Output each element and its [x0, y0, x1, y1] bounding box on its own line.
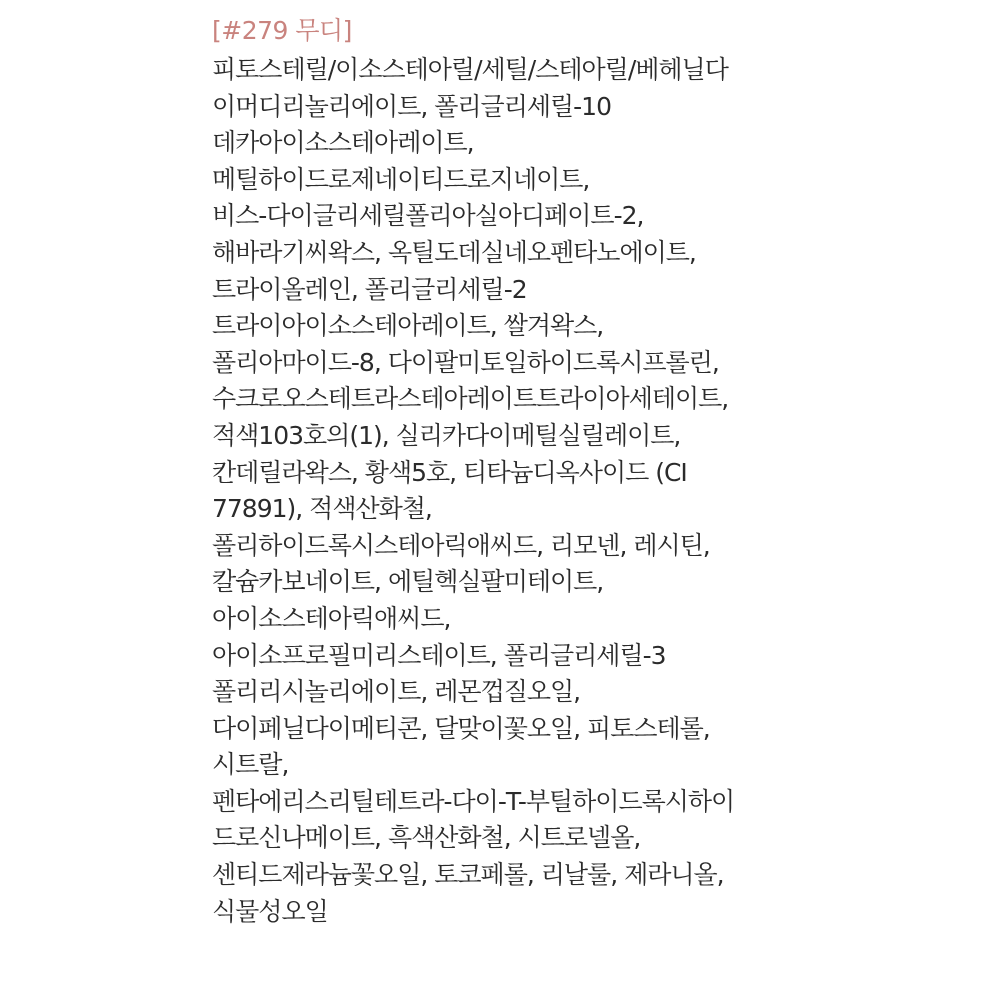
- ingredient-line: 폴리리시놀리에이트, 레몬껍질오일,: [212, 677, 581, 707]
- ingredient-line: 시트랄,: [212, 750, 289, 780]
- ingredient-line: 비스-다이글리세릴폴리아실아디페이트-2,: [212, 201, 644, 231]
- ingredient-line: 피토스테릴/이소스테아릴/세틸/스테아릴/베헤닐다: [212, 55, 728, 84]
- ingredient-line: 칸데릴라왁스, 황색5호, 티타늄디옥사이드 (CI: [212, 457, 687, 487]
- ingredient-line: 메틸하이드로제네이티드로지네이트,: [212, 164, 590, 194]
- ingredient-line: 트라이아이소스테아레이트, 쌀겨왁스,: [212, 311, 604, 341]
- ingredient-line: 드로신나메이트, 흑색산화철, 시트로넬올,: [212, 823, 641, 853]
- ingredient-line: 수크로오스테트라스테아레이트트라이아세테이트,: [212, 384, 729, 414]
- ingredient-line: 이머디리놀리에이트, 폴리글리세릴-10: [212, 91, 611, 121]
- ingredient-line: 트라이올레인, 폴리글리세릴-2: [212, 274, 527, 304]
- ingredient-line: 칼슘카보네이트, 에틸헥실팔미테이트,: [212, 567, 604, 597]
- ingredient-line: 식물성오일: [212, 896, 328, 926]
- ingredient-line: 77891), 적색산화철,: [212, 494, 432, 524]
- ingredient-line: 해바라기씨왁스, 옥틸도데실네오펜타노에이트,: [212, 237, 696, 267]
- ingredient-line: 다이페닐다이메티콘, 달맞이꽃오일, 피토스테롤,: [212, 713, 710, 743]
- ingredient-line: 적색103호의(1), 실리카다이메틸실릴레이트,: [212, 420, 681, 450]
- ingredient-line: 폴리아마이드-8, 다이팔미토일하이드록시프롤린,: [212, 347, 719, 377]
- ingredient-line: 아이소프로필미리스테이트, 폴리글리세릴-3: [212, 640, 666, 670]
- shade-title: [#279 무디]: [212, 16, 352, 45]
- ingredient-block: [212, 10, 992, 930]
- ingredient-line: 폴리하이드록시스테아릭애씨드, 리모넨, 레시틴,: [212, 530, 710, 560]
- ingredient-line: 펜타에리스리틸테트라-다이-T-부틸하이드록시하이: [212, 786, 735, 816]
- ingredient-line: 데카아이소스테아레이트,: [212, 128, 474, 158]
- ingredient-line: 센티드제라늄꽃오일, 토코페롤, 리날룰, 제라니올,: [212, 860, 724, 890]
- ingredient-line: 아이소스테아릭애씨드,: [212, 603, 451, 633]
- ingredient-list: [212, 52, 992, 930]
